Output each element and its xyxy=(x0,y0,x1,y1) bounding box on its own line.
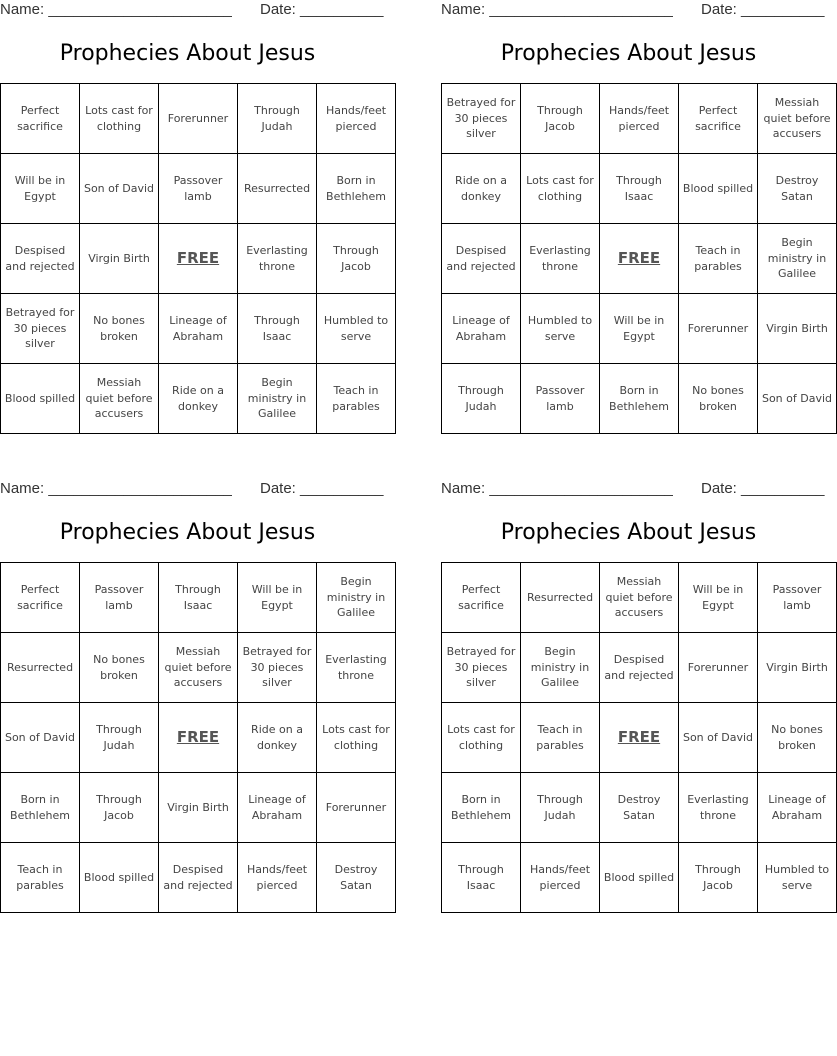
bingo-cell: Will be in Egypt xyxy=(238,563,317,633)
bingo-cell: Despised and rejected xyxy=(159,843,238,913)
bingo-cell: Teach in parables xyxy=(1,843,80,913)
bingo-cell: Virgin Birth xyxy=(159,773,238,843)
card-header xyxy=(0,479,384,501)
bingo-cell: Perfect sacrifice xyxy=(1,84,80,154)
bingo-cell: Born in Bethlehem xyxy=(600,364,679,434)
bingo-cell: Teach in parables xyxy=(317,364,396,434)
bingo-cell: No bones broken xyxy=(80,294,159,364)
bingo-cell: Perfect sacrifice xyxy=(1,563,80,633)
bingo-card xyxy=(0,0,389,430)
bingo-cell: Teach in parables xyxy=(521,703,600,773)
bingo-cell: Resurrected xyxy=(238,154,317,224)
bingo-cell: Humbled to serve xyxy=(758,843,837,913)
bingo-cell: Through Isaac xyxy=(238,294,317,364)
bingo-cell: Through Isaac xyxy=(600,154,679,224)
bingo-cell: Through Jacob xyxy=(317,224,396,294)
bingo-row xyxy=(442,154,837,224)
card-header xyxy=(441,0,825,22)
date-line: Date: __________ xyxy=(260,480,384,497)
bingo-row xyxy=(1,843,396,913)
card-header xyxy=(0,0,384,22)
bingo-cell: Son of David xyxy=(679,703,758,773)
bingo-cell: Son of David xyxy=(1,703,80,773)
bingo-row xyxy=(1,773,396,843)
bingo-cell: Through Judah xyxy=(238,84,317,154)
bingo-cell: Blood spilled xyxy=(80,843,159,913)
bingo-cell: Born in Bethlehem xyxy=(442,773,521,843)
bingo-cell: Lots cast for clothing xyxy=(442,703,521,773)
bingo-row xyxy=(1,224,396,294)
bingo-cell: Born in Bethlehem xyxy=(1,773,80,843)
bingo-row xyxy=(1,364,396,434)
bingo-card xyxy=(0,479,390,909)
bingo-row xyxy=(1,154,396,224)
bingo-cell: Through Jacob xyxy=(679,843,758,913)
bingo-cell: Everlasting throne xyxy=(679,773,758,843)
bingo-cell: Virgin Birth xyxy=(758,294,837,364)
bingo-cell: Betrayed for 30 pieces silver xyxy=(238,633,317,703)
bingo-row xyxy=(1,84,396,154)
bingo-cell: Lineage of Abraham xyxy=(442,294,521,364)
bingo-row xyxy=(442,364,837,434)
free-space: FREE xyxy=(159,703,238,773)
bingo-cell: Hands/feet pierced xyxy=(521,843,600,913)
bingo-cell: Ride on a donkey xyxy=(442,154,521,224)
bingo-cell: Through Judah xyxy=(442,364,521,434)
bingo-grid xyxy=(0,83,396,434)
name-line: Name: ______________________ xyxy=(441,480,673,497)
bingo-cell: No bones broken xyxy=(758,703,837,773)
bingo-row xyxy=(1,703,396,773)
bingo-row xyxy=(442,843,837,913)
free-space: FREE xyxy=(159,224,238,294)
bingo-cell: Lineage of Abraham xyxy=(238,773,317,843)
bingo-cell: Forerunner xyxy=(679,294,758,364)
bingo-cell: Everlasting throne xyxy=(317,633,396,703)
bingo-cell: Blood spilled xyxy=(1,364,80,434)
bingo-cell: Son of David xyxy=(80,154,159,224)
bingo-cell: Will be in Egypt xyxy=(679,563,758,633)
bingo-row xyxy=(442,294,837,364)
name-line: Name: ______________________ xyxy=(0,1,232,18)
bingo-cell: Ride on a donkey xyxy=(238,703,317,773)
bingo-cell: Messiah quiet before accusers xyxy=(80,364,159,434)
free-space: FREE xyxy=(600,224,679,294)
bingo-cell: Through Judah xyxy=(80,703,159,773)
bingo-grid xyxy=(0,562,396,913)
date-line: Date: __________ xyxy=(260,1,384,18)
bingo-row xyxy=(442,773,837,843)
bingo-cell: Blood spilled xyxy=(600,843,679,913)
bingo-cell: Humbled to serve xyxy=(317,294,396,364)
bingo-cell: Born in Bethlehem xyxy=(317,154,396,224)
bingo-cell: Will be in Egypt xyxy=(600,294,679,364)
bingo-cell: Destroy Satan xyxy=(600,773,679,843)
bingo-cell: Through Isaac xyxy=(442,843,521,913)
bingo-cell: Passover lamb xyxy=(80,563,159,633)
bingo-grid xyxy=(441,83,837,434)
bingo-row xyxy=(442,84,837,154)
bingo-cell: Forerunner xyxy=(679,633,758,703)
bingo-cell: No bones broken xyxy=(679,364,758,434)
bingo-cell: Passover lamb xyxy=(159,154,238,224)
bingo-row xyxy=(442,633,837,703)
bingo-row xyxy=(442,703,837,773)
bingo-card xyxy=(441,479,830,909)
bingo-cell: Passover lamb xyxy=(521,364,600,434)
bingo-cell: Forerunner xyxy=(317,773,396,843)
bingo-cell: Begin ministry in Galilee xyxy=(238,364,317,434)
card-title: Prophecies About Jesus xyxy=(500,41,757,66)
bingo-cell: Hands/feet pierced xyxy=(317,84,396,154)
bingo-cell: Will be in Egypt xyxy=(1,154,80,224)
bingo-cell: Hands/feet pierced xyxy=(238,843,317,913)
bingo-cell: Despised and rejected xyxy=(442,224,521,294)
name-line: Name: ______________________ xyxy=(0,480,232,497)
bingo-cell: Despised and rejected xyxy=(1,224,80,294)
bingo-cell: Betrayed for 30 pieces silver xyxy=(442,633,521,703)
bingo-cell: Everlasting throne xyxy=(521,224,600,294)
bingo-row xyxy=(442,224,837,294)
bingo-cell: Passover lamb xyxy=(758,563,837,633)
bingo-cell: Betrayed for 30 pieces silver xyxy=(1,294,80,364)
bingo-cell: No bones broken xyxy=(80,633,159,703)
bingo-cell: Virgin Birth xyxy=(758,633,837,703)
card-title: Prophecies About Jesus xyxy=(500,520,757,545)
bingo-cell: Despised and rejected xyxy=(600,633,679,703)
bingo-row xyxy=(1,633,396,703)
bingo-cell: Lineage of Abraham xyxy=(159,294,238,364)
bingo-cell: Everlasting throne xyxy=(238,224,317,294)
bingo-cell: Perfect sacrifice xyxy=(679,84,758,154)
card-header xyxy=(441,479,825,501)
bingo-cell: Through Jacob xyxy=(80,773,159,843)
bingo-cell: Virgin Birth xyxy=(80,224,159,294)
bingo-cell: Teach in parables xyxy=(679,224,758,294)
bingo-cell: Hands/feet pierced xyxy=(600,84,679,154)
bingo-cell: Betrayed for 30 pieces silver xyxy=(442,84,521,154)
bingo-cell: Blood spilled xyxy=(679,154,758,224)
date-line: Date: __________ xyxy=(701,480,825,497)
bingo-cell: Son of David xyxy=(758,364,837,434)
bingo-cell: Lineage of Abraham xyxy=(758,773,837,843)
card-title: Prophecies About Jesus xyxy=(59,41,316,66)
bingo-row xyxy=(1,294,396,364)
bingo-cell: Lots cast for clothing xyxy=(521,154,600,224)
bingo-card xyxy=(441,0,833,430)
bingo-cell: Messiah quiet before accusers xyxy=(758,84,837,154)
bingo-cell: Lots cast for clothing xyxy=(317,703,396,773)
bingo-cell: Destroy Satan xyxy=(317,843,396,913)
bingo-cell: Begin ministry in Galilee xyxy=(317,563,396,633)
bingo-cell: Through Jacob xyxy=(521,84,600,154)
bingo-cell: Begin ministry in Galilee xyxy=(521,633,600,703)
card-title: Prophecies About Jesus xyxy=(59,520,316,545)
bingo-cell: Begin ministry in Galilee xyxy=(758,224,837,294)
bingo-cell: Through Judah xyxy=(521,773,600,843)
bingo-row xyxy=(1,563,396,633)
free-space: FREE xyxy=(600,703,679,773)
bingo-cell: Forerunner xyxy=(159,84,238,154)
bingo-row xyxy=(442,563,837,633)
bingo-cell: Through Isaac xyxy=(159,563,238,633)
bingo-cell: Destroy Satan xyxy=(758,154,837,224)
bingo-grid xyxy=(441,562,837,913)
bingo-cell: Lots cast for clothing xyxy=(80,84,159,154)
bingo-cell: Resurrected xyxy=(1,633,80,703)
name-line: Name: ______________________ xyxy=(441,1,673,18)
bingo-cell: Ride on a donkey xyxy=(159,364,238,434)
bingo-cell: Perfect sacrifice xyxy=(442,563,521,633)
bingo-cell: Resurrected xyxy=(521,563,600,633)
bingo-cell: Messiah quiet before accusers xyxy=(600,563,679,633)
bingo-cell: Messiah quiet before accusers xyxy=(159,633,238,703)
date-line: Date: __________ xyxy=(701,1,825,18)
bingo-cell: Humbled to serve xyxy=(521,294,600,364)
